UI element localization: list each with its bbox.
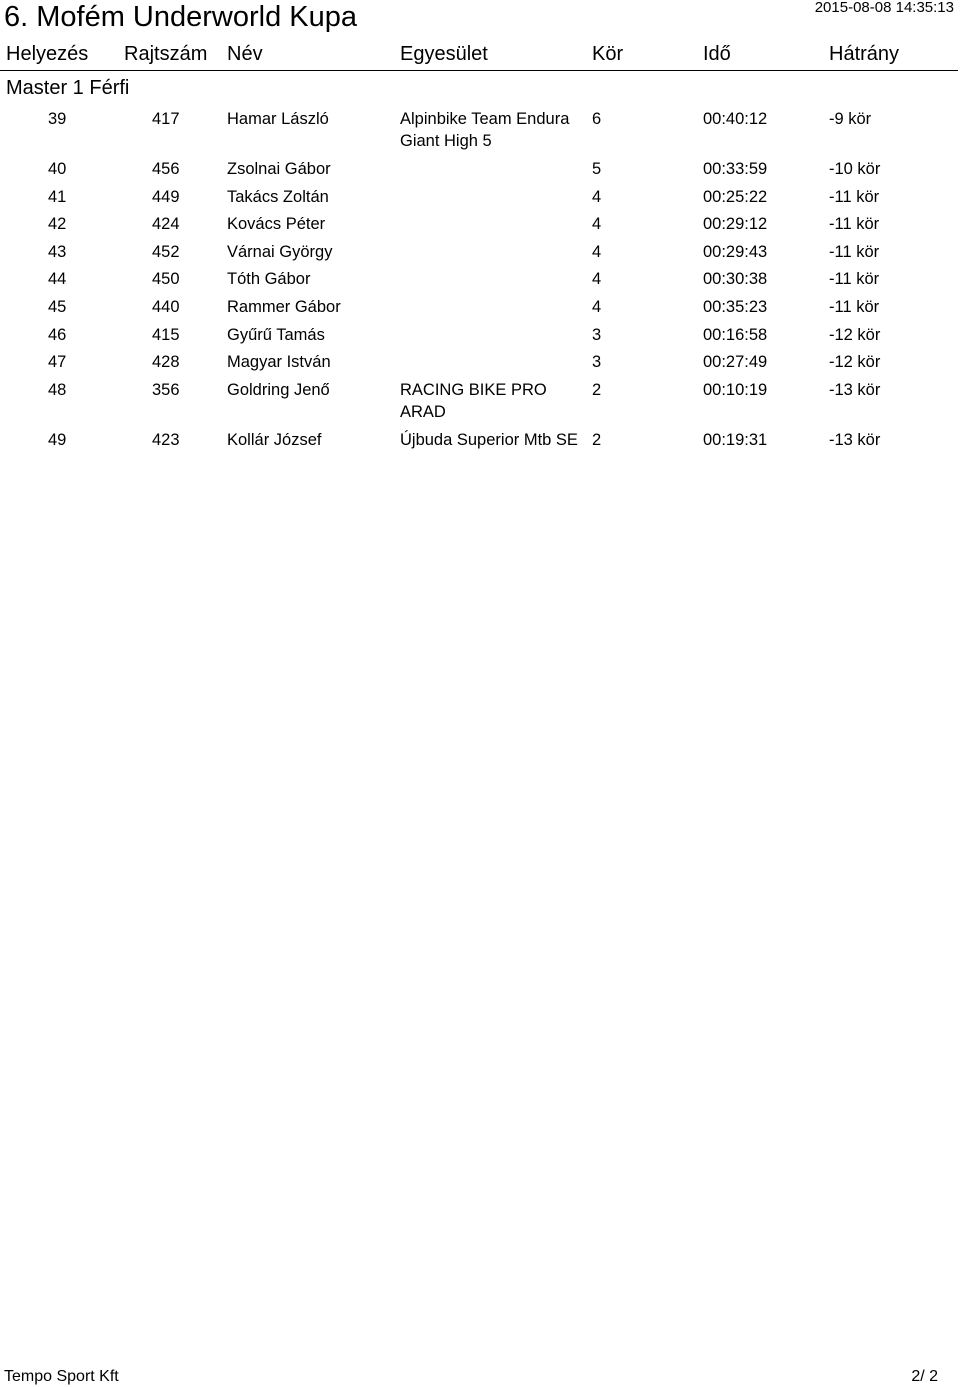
header-club: Egyesület (400, 43, 488, 65)
cell-bib: 423 (152, 430, 180, 449)
page-title: 6. Mofém Underworld Kupa (4, 1, 357, 33)
cell-name: Tóth Gábor (227, 270, 311, 289)
cell-gap: -11 kör (829, 297, 880, 316)
cell-gap: -12 kör (829, 325, 881, 344)
cell-time: 00:19:31 (703, 430, 768, 449)
cell-position: 48 (48, 380, 67, 399)
cell-bib: 456 (152, 160, 180, 178)
cell-time: 00:35:23 (703, 297, 768, 316)
cell-name: Kovács Péter (227, 215, 326, 234)
cell-laps: 6 (592, 110, 602, 128)
cell-laps: 3 (592, 353, 602, 372)
cell-time: 00:27:49 (703, 353, 768, 372)
cell-position: 46 (48, 325, 67, 344)
table-row (0, 108, 958, 158)
cell-name: Goldring Jenő (227, 380, 330, 399)
cell-bib: 417 (152, 110, 180, 128)
footer-page-number: 2/ 2 (911, 1368, 938, 1385)
cell-laps: 5 (592, 160, 602, 178)
header-name: Név (227, 43, 263, 65)
cell-time: 00:33:59 (703, 160, 768, 178)
cell-bib: 424 (152, 215, 180, 234)
cell-gap: -11 kör (829, 215, 880, 234)
table-row (0, 213, 958, 241)
cell-gap: -9 kör (829, 110, 872, 128)
cell-bib: 450 (152, 270, 180, 289)
header-position: Helyezés (6, 43, 89, 65)
table-header (0, 40, 958, 71)
cell-gap: -13 kör (829, 430, 881, 449)
table-row (0, 324, 958, 352)
cell-laps: 4 (592, 297, 602, 316)
cell-name: Takács Zoltán (227, 187, 329, 206)
cell-name: Gyűrű Tamás (227, 325, 325, 344)
cell-gap: -11 kör (829, 242, 880, 261)
header-gap: Hátrány (829, 43, 900, 65)
cell-position: 44 (48, 270, 67, 289)
table-row (0, 158, 958, 186)
cell-bib: 356 (152, 380, 180, 399)
cell-club: Alpinbike Team Endura Giant High 5 (400, 110, 570, 150)
cell-laps: 4 (592, 270, 602, 289)
cell-laps: 3 (592, 325, 602, 344)
table-row (0, 429, 958, 479)
cell-gap: -12 kör (829, 353, 881, 372)
cell-bib: 415 (152, 325, 180, 344)
cell-gap: -11 kör (829, 270, 880, 289)
cell-time: 00:40:12 (703, 110, 768, 128)
cell-position: 41 (48, 187, 67, 206)
cell-position: 42 (48, 215, 67, 234)
cell-club: RACING BIKE PRO ARAD (400, 380, 547, 421)
cell-name: Kollár József (227, 430, 322, 449)
cell-time: 00:25:22 (703, 187, 768, 206)
cell-gap: -10 kör (829, 160, 881, 178)
cell-gap: -13 kör (829, 380, 881, 399)
category-title: Master 1 Férfi (6, 77, 130, 99)
cell-gap: -11 kör (829, 187, 880, 206)
cell-time: 00:29:12 (703, 215, 768, 234)
cell-position: 49 (48, 430, 67, 449)
cell-time: 00:30:38 (703, 270, 768, 289)
table-row (0, 241, 958, 269)
print-timestamp: 2015-08-08 14:35:13 (814, 0, 954, 16)
results-table-body (0, 108, 958, 479)
cell-bib: 449 (152, 187, 180, 206)
cell-laps: 4 (592, 187, 602, 206)
cell-bib: 428 (152, 353, 180, 372)
cell-laps: 4 (592, 242, 602, 261)
cell-club: Újbuda Superior Mtb SE (400, 430, 578, 449)
cell-bib: 452 (152, 242, 180, 261)
cell-position: 47 (48, 353, 67, 372)
header-time: Idő (703, 43, 731, 65)
cell-laps: 4 (592, 215, 602, 234)
cell-name: Várnai György (227, 242, 333, 261)
cell-laps: 2 (592, 380, 602, 399)
table-row (0, 268, 958, 296)
table-row (0, 186, 958, 214)
cell-position: 45 (48, 297, 67, 316)
cell-laps: 2 (592, 430, 602, 449)
cell-name: Magyar István (227, 353, 331, 372)
cell-name: Rammer Gábor (227, 297, 341, 316)
cell-name: Zsolnai Gábor (227, 160, 331, 178)
cell-time: 00:10:19 (703, 380, 768, 399)
cell-position: 39 (48, 110, 67, 128)
cell-name: Hamar László (227, 110, 329, 128)
cell-position: 43 (48, 242, 67, 261)
footer-company: Tempo Sport Kft (4, 1368, 119, 1385)
cell-time: 00:29:43 (703, 242, 768, 261)
header-bib: Rajtszám (124, 43, 208, 65)
header-laps: Kör (592, 43, 624, 65)
cell-time: 00:16:58 (703, 325, 768, 344)
cell-position: 40 (48, 160, 67, 178)
table-row (0, 296, 958, 324)
table-row (0, 379, 958, 429)
table-row (0, 351, 958, 379)
cell-bib: 440 (152, 297, 180, 316)
